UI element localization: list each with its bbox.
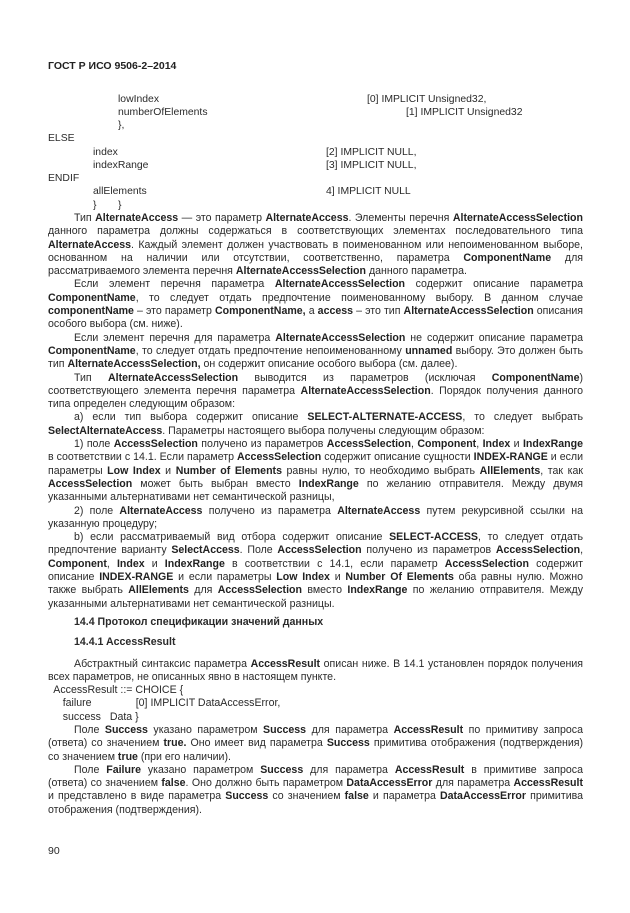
code-line-value: 4] IMPLICIT NULL bbox=[326, 186, 411, 197]
subsection-heading: 14.4.1 AccessResult bbox=[74, 636, 176, 649]
code-line: ELSE bbox=[48, 133, 75, 144]
syntax-line: success Data } bbox=[48, 710, 139, 723]
code-line: indexRange bbox=[93, 160, 149, 171]
paragraph: Тип AlternateAccessSelection выводится из параметров (исключая ComponentName) соответствующего элемента перечня параметра AlternateAccessSelection. Порядок получения данного типа определен следующим образом: bbox=[48, 371, 583, 411]
code-line: index bbox=[93, 147, 118, 158]
page-number: 90 bbox=[48, 845, 60, 857]
section-heading: 14.4 Протокол спецификации значений данных bbox=[74, 615, 324, 628]
paragraph: Абстрактный синтаксис параметра AccessResult описан ниже. В 14.1 установлен порядок получения всех параметров, не описанных явно в настоящем пункте. bbox=[48, 657, 583, 683]
paragraph: Тип AlternateAccess — это параметр AlternateAccess. Элементы перечня AlternateAccessSelection данного параметра должны содержаться в соответствующих элементах последовательного типа AlternateAccess. Каждый элемент должен участвовать в поименованном или непоименованном выборе, основанном на наличии или отсутствии, соответственно, параметра ComponentName для рассматриваемого элемента перечня AlternateAccessSelection данного параметра. bbox=[48, 212, 583, 278]
code-line-value: [2] IMPLICIT NULL, bbox=[326, 147, 417, 158]
document-body bbox=[48, 212, 583, 817]
code-line: ENDIF bbox=[48, 173, 80, 184]
syntax-line: failure [0] IMPLICIT DataAccessError, bbox=[48, 697, 281, 710]
paragraph: Если элемент перечня для параметра AlternateAccessSelection не содержит описание параметра ComponentName, то следует отдать предпочтение непоименованному unnamed выбору. Это должен быть тип AlternateAccessSelection, он содержит описание особого выбора (см. далее). bbox=[48, 331, 583, 371]
paragraph: Поле Success указано параметром Success для параметра AccessResult по примитиву запроса (ответа) со значением true. Оно имеет вид параметра Success примитива отображения (подтверждения) со значением true (при его наличии). bbox=[48, 723, 583, 763]
paragraph: Поле Failure указано параметром Success для параметра AccessResult в примитиве запроса (ответа) со значением false. Оно должно быть параметром DataAccessError для параметра AccessResult и представлено в виде параметра Success со значением false и параметра DataAccessError примитива отображения (подтверждения). bbox=[48, 763, 584, 816]
document-header: ГОСТ Р ИСО 9506-2–2014 bbox=[48, 60, 177, 72]
code-line: numberOfElements bbox=[118, 107, 208, 118]
code-line-value: [3] IMPLICIT NULL, bbox=[326, 160, 417, 171]
code-line-value: [0] IMPLICIT Unsigned32, bbox=[367, 94, 487, 105]
paragraph: Если элемент перечня параметра AlternateAccessSelection содержит описание параметра ComponentName, то следует отдать предпочтение поименованному выбору. В данном случае componentName – это параметр ComponentName, а access – это тип AlternateAccessSelection описания особого выбора (см. ниже). bbox=[48, 278, 584, 331]
paragraph: 1) поле AccessSelection получено из параметров AccessSelection, Component, Index и IndexRange в соответствии с 14.1. Если параметр AccessSelection содержит описание сущности INDEX-RANGE и если параметры Low Index и Number of Elements равны нулю, то необходимо выбрать AllElements, так как AccessSelection может быть выбран вместо IndexRange по желанию отправителя. Между двумя указанными альтернативами нет семантической разницы, bbox=[48, 438, 584, 504]
paragraph: а) если тип выбора содержит описание SELECT-ALTERNATE-ACCESS, то следует выбрать SelectAlternateAccess. Параметры настоящего выбора получены следующим образом: bbox=[48, 411, 583, 437]
code-line: allElements bbox=[93, 186, 147, 197]
code-line: }, bbox=[118, 120, 125, 131]
code-line: } bbox=[93, 200, 97, 211]
syntax-line: AccessResult ::= CHOICE { bbox=[48, 684, 184, 697]
code-line: lowIndex bbox=[118, 94, 160, 105]
code-line: } bbox=[118, 200, 122, 211]
paragraph: b) если рассматриваемый вид отбора содержит описание SELECT-ACCESS, то следует отдать предпочтение варианту SelectAccess. Поле AccessSelection получено из параметров AccessSelection, Component, Index и IndexRange в соответствии с 14.1, если параметр AccessSelection содержит описание INDEX-RANGE и если параметры Low Index и Number Of Elements оба равны нулю. Можно также выбрать AllElements для AccessSelection вместо IndexRange по желанию отправителя. Между указанными альтернативами нет семантической разницы. bbox=[48, 531, 584, 610]
code-line-value: [1] IMPLICIT Unsigned32 bbox=[406, 107, 523, 118]
paragraph: 2) поле AlternateAccess получено из параметра AlternateAccess путем рекурсивной ссылки на указанную процедуру; bbox=[48, 504, 584, 530]
